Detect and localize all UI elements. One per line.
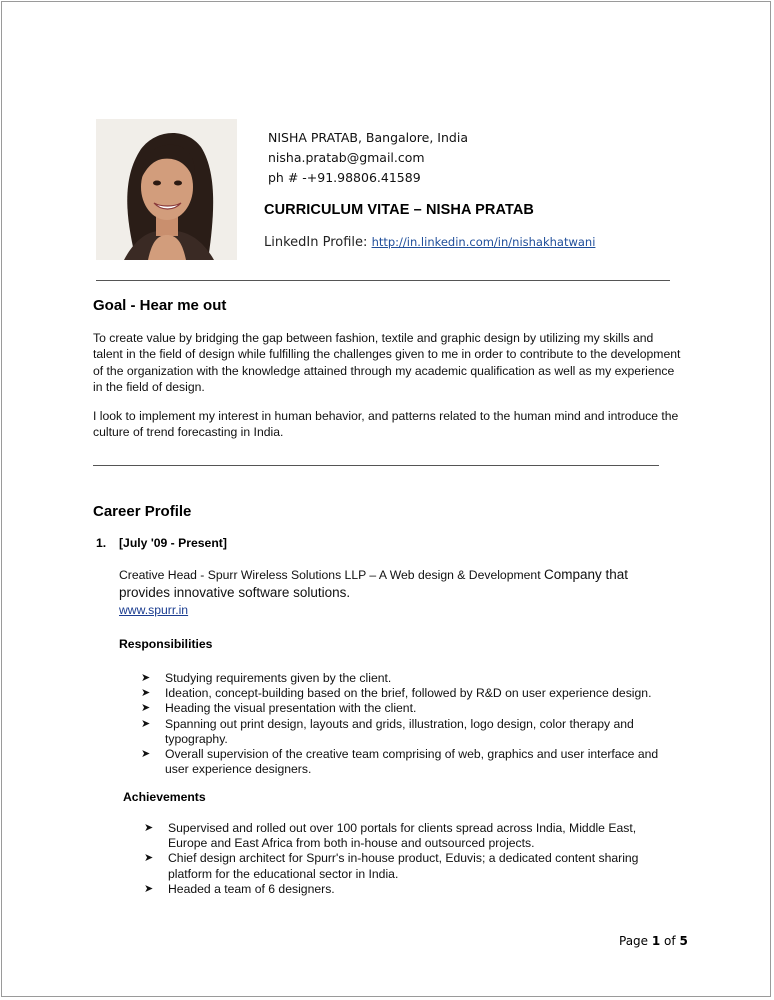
portrait-illustration (96, 119, 237, 260)
list-item: ➤ Chief design architect for Spurr's in-house product, Eduvis; a dedicated content sharing platform for the educational sector in India. (144, 851, 639, 881)
footer-page-number: 1 (651, 934, 661, 948)
company-website-link[interactable]: www.spurr.in (119, 603, 189, 617)
goal-heading: Goal - Hear me out (93, 297, 227, 314)
list-item: ➤ Spanning out print design, layouts and grids, illustration, logo design, color therapy and typography. (141, 716, 634, 746)
contact-phone: ph # -+91.98806.41589 (268, 170, 421, 185)
goal-paragraph-2: I look to implement my interest in human behavior, and patterns related to the human mind and introduce the culture of trend forecasting in India. (93, 409, 679, 440)
linkedin-profile (264, 235, 595, 250)
list-item: ➤ Overall supervision of the creative team comprising of web, graphics and user interface and user experience designers. (141, 747, 659, 777)
arrowhead-bullet-icon: ➤ (141, 748, 151, 761)
footer-of-word: of (660, 934, 680, 948)
list-item: ➤ Heading the visual presentation with the client. (141, 701, 417, 716)
job-number: 1. (96, 536, 107, 550)
linkedin-link[interactable]: http://in.linkedin.com/in/nishakhatwani (371, 235, 596, 249)
achievements-heading: Achievements (123, 790, 206, 804)
goal-paragraph-1: To create value by bridging the gap between fashion, textile and graphic design by utilizing my skills and talent in the field of design while fulfilling the challenges given to me in order to contribute to the development of the organization with the knowledge attained through my academic qualification as well as my experience in the field of design. (93, 331, 681, 395)
arrowhead-bullet-icon: ➤ (144, 882, 154, 895)
list-item: ➤ Ideation, concept-building based on the brief, followed by R&D on user experience design. (141, 686, 652, 701)
list-item: ➤ Supervised and rolled out over 100 portals for clients spread across India, Middle East, Europe and East Africa from both in-house and outsourced projects. (144, 821, 637, 851)
profile-photo (96, 119, 237, 260)
job-description-part-1: Creative Head - Spurr Wireless Solutions LLP – A Web design & Development (119, 568, 544, 582)
arrowhead-bullet-icon: ➤ (144, 822, 154, 834)
list-item: ➤ Headed a team of 6 designers. (144, 881, 335, 896)
footer-page-word: Page (619, 934, 652, 948)
divider (96, 280, 670, 281)
arrowhead-bullet-icon: ➤ (141, 672, 151, 684)
job-description (119, 566, 679, 602)
page-footer (619, 934, 688, 948)
arrowhead-bullet-icon: ➤ (141, 717, 151, 730)
job-description-part-2: Company that provides innovative software solutions. (119, 567, 629, 600)
divider (93, 465, 659, 466)
arrowhead-bullet-icon: ➤ (141, 687, 151, 700)
list-item: ➤ Studying requirements given by the client. (141, 671, 392, 685)
linkedin-label: LinkedIn Profile: (264, 235, 372, 250)
responsibilities-list (141, 671, 681, 777)
contact-email: nisha.pratab@gmail.com (268, 150, 425, 165)
cv-title: CURRICULUM VITAE – NISHA PRATAB (264, 202, 535, 218)
footer-page-total: 5 (679, 934, 688, 948)
arrowhead-bullet-icon: ➤ (144, 852, 154, 865)
job-date: [July '09 - Present] (119, 536, 227, 550)
responsibilities-heading: Responsibilities (119, 637, 213, 651)
career-heading: Career Profile (93, 503, 192, 520)
achievements-list (144, 821, 674, 897)
contact-name-location: NISHA PRATAB, Bangalore, India (268, 130, 468, 145)
arrowhead-bullet-icon: ➤ (141, 702, 151, 715)
